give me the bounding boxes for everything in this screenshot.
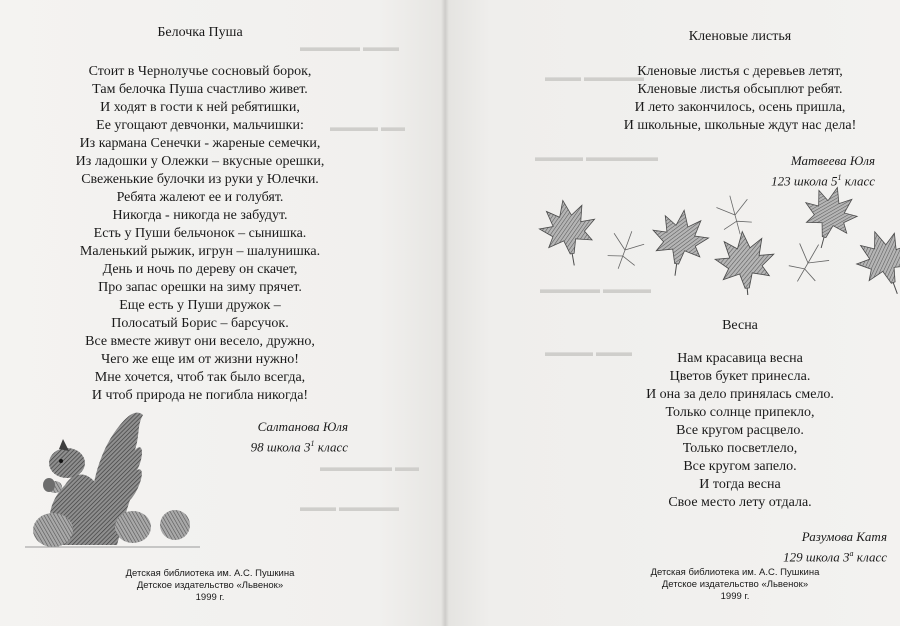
poem-line: Мне хочется, чтоб так было всегда, xyxy=(94,370,306,385)
bleed-through-texture: ▬▬▬ ▬▬▬▬▬ xyxy=(300,500,399,514)
poem-line: Маленький рыжик, игрун – шалунишка. xyxy=(79,244,321,259)
bleed-through-texture: ▬▬▬ ▬▬▬▬▬ xyxy=(545,70,644,84)
poem-line: Ребята жалеют ее и голубят. xyxy=(116,190,284,205)
poem-title-spring: Весна xyxy=(722,318,758,333)
footer-line: Детская библиотека им. А.С. Пушкина xyxy=(650,567,820,578)
footer-line: 1999 г. xyxy=(195,592,225,603)
poem-line: И лето закончилось, осень пришла, xyxy=(634,100,846,115)
poem-line: И ходят в гости к ней ребятишки, xyxy=(100,100,300,115)
squirrel-illustration xyxy=(25,405,205,555)
poem-line: Свое место лету отдала. xyxy=(668,495,812,510)
bleed-through-texture: ▬▬▬▬▬ ▬▬▬ xyxy=(300,40,399,54)
poem-line: И чтоб природа не погибла никогда! xyxy=(91,388,309,403)
poem-line: Свеженькие булочки из руки у Юлечки. xyxy=(81,172,319,187)
author-name: Салтанова Юля xyxy=(257,419,348,434)
author-school: 129 школа $3^а$ класс xyxy=(783,549,887,565)
poem-body-spring xyxy=(605,350,875,512)
poem-line: Ее угощают девчонки, мальчишки: xyxy=(96,118,304,133)
author-signature xyxy=(230,418,348,455)
bleed-through-texture: ▬▬▬▬▬▬ ▬▬ xyxy=(320,460,419,474)
poem-title: Белочка Пуша xyxy=(157,25,243,40)
poem-line: Цветов букет принесла. xyxy=(669,369,811,384)
poem-line: И тогда весна xyxy=(699,477,781,492)
poem-line: Только солнце припекло, xyxy=(665,405,815,420)
poem-line: Там белочка Пуша счастливо живет. xyxy=(92,82,308,97)
poem-line: Кленовые листья обсыплют ребят. xyxy=(637,82,843,97)
poem-body xyxy=(0,63,400,405)
poem-line: Из ладошки у Олежки – вкусные орешки, xyxy=(75,154,325,169)
poem-line: Про запас орешки на зиму прячет. xyxy=(98,280,302,295)
poem-line: Стоит в Чернолучье сосновый борок, xyxy=(88,64,312,79)
author-signature-maple xyxy=(745,152,875,189)
bleed-through-texture: ▬▬▬▬ ▬▬ xyxy=(330,120,405,134)
poem-line: Все вместе живут они весело, дружно, xyxy=(85,334,315,349)
poem-line: Все кругом запело. xyxy=(683,459,797,474)
poem-line: Есть у Пуши бельчонок – сынишка. xyxy=(93,226,307,241)
maple-leaves-illustration xyxy=(530,185,900,295)
footer-line: Детское издательство «Львенок» xyxy=(661,579,809,590)
author-name: Матвеева Юля xyxy=(790,153,875,168)
publisher-footer xyxy=(615,567,855,603)
poem-line: Только посветлело, xyxy=(682,441,798,456)
poem-line: Чего же еще им от жизни нужно! xyxy=(101,352,299,367)
right-page xyxy=(445,0,900,626)
poem-line: Еще есть у Пуши дружок – xyxy=(119,298,281,313)
poem-title-maple: Кленовые листья xyxy=(688,29,792,44)
footer-line: Детское издательство «Львенок» xyxy=(136,580,284,591)
poem-line: И она за дело принялась смело. xyxy=(646,387,834,402)
bleed-through-texture: ▬▬▬▬ ▬▬▬▬▬▬ xyxy=(535,150,658,164)
bleed-through-texture: ▬▬▬▬▬ ▬▬▬▬ xyxy=(540,282,651,296)
author-signature-spring xyxy=(745,528,887,565)
footer-line: Детская библиотека им. А.С. Пушкина xyxy=(125,568,295,579)
poem-line: Никогда - никогда не забудут. xyxy=(112,208,288,223)
bleed-through-texture: ▬▬▬▬ ▬▬▬ xyxy=(545,345,632,359)
book-gutter xyxy=(441,0,449,626)
poem-line: Кленовые листья с деревьев летят, xyxy=(637,64,843,79)
poem-line: Все кругом расцвело. xyxy=(676,423,804,438)
poem-body-maple xyxy=(605,63,875,135)
author-name: Разумова Катя xyxy=(801,529,887,544)
poem-line: Нам красавица весна xyxy=(677,351,803,366)
poem-line: И школьные, школьные ждут нас дела! xyxy=(623,118,857,133)
poem-line: Полосатый Борис – барсучок. xyxy=(111,316,289,331)
author-school: 98 школа $3^1$ класс xyxy=(250,439,348,455)
poem-line: День и ночь по дереву он скачет, xyxy=(102,262,298,277)
left-page xyxy=(0,0,445,626)
poem-line: Из кармана Сенечки - жареные семечки, xyxy=(79,136,321,151)
footer-line: 1999 г. xyxy=(720,591,750,602)
author-school: 123 школа $5^1$ класс xyxy=(771,173,875,189)
publisher-footer xyxy=(90,568,330,604)
